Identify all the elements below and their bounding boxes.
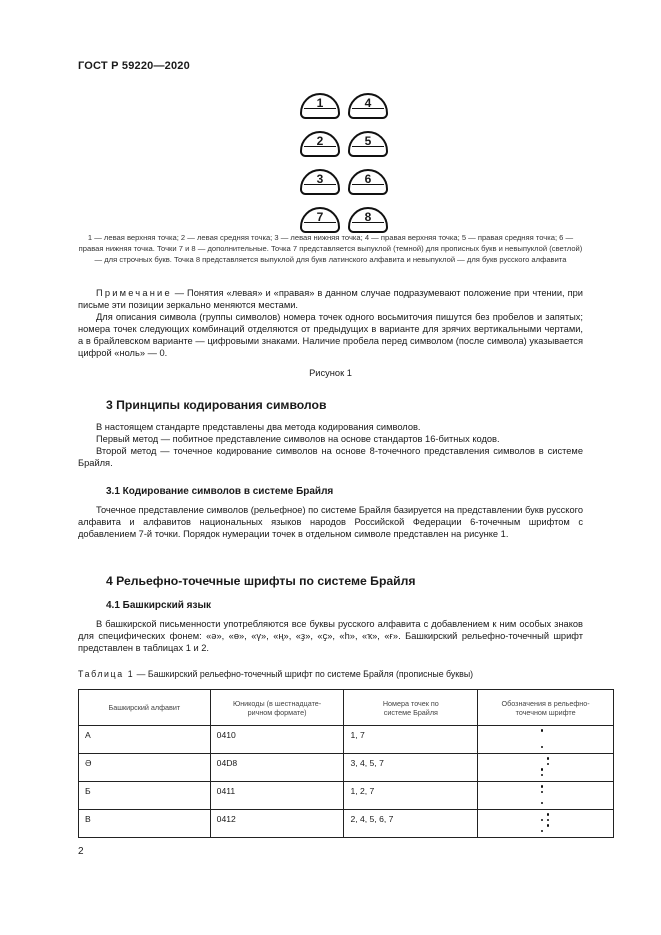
braille-dot (547, 824, 550, 827)
dot-numbers-cell: 1, 7 (344, 726, 478, 754)
braille-dot-right (348, 207, 388, 233)
braille-symbol (540, 729, 552, 751)
braille-symbol-cell (478, 782, 614, 810)
section-3-1-paragraph: Точечное представление символов (рельефное) по системе Брайля базируется на представлении букв русского алфавита и алфавитов национальных языков народов Российской Федерации 6-точечным шрифтом с добавлением 7-й точки. Порядок нумерации точек в отдельном символе представлен на рисунке 1. (78, 505, 583, 539)
table-1-caption (78, 668, 618, 680)
header-braille-symbol: Обозначения в рельефно-точечном шрифте (478, 690, 614, 726)
figure-caption: Рисунок 1 (309, 368, 352, 378)
braille-dot (547, 757, 550, 760)
braille-dot (541, 729, 544, 732)
figure-legend: 1 — левая верхняя точка; 2 — левая средняя точка; 3 — левая нижняя точка; 4 — правая верхняя точка; 5 — правая средняя точка; 6 — правая нижняя точка. Точки 7 и 8 — дополнительные. Точка 7 представляется выпуклой (темной) для прописных букв и невыпуклой (светлой) — для строчных букв. Точка 8 представляется выпуклой для букв латинского алфавита и невыпуклой — для букв русского алфавита (78, 233, 583, 264)
note-paragraph (78, 287, 583, 311)
section-3-paragraph-2: Первый метод — побитное представление символов на основе стандартов 16-битных кодов. (96, 434, 500, 444)
braille-dot-left (300, 131, 340, 157)
letter-cell: Ә (79, 754, 211, 782)
braille-symbol (540, 813, 552, 835)
note-label: Примечание (96, 288, 172, 298)
braille-dot (541, 830, 544, 833)
dot-numbers-cell: 2, 4, 5, 6, 7 (344, 810, 478, 838)
dome-divider (304, 108, 336, 109)
braille-dot-right (348, 131, 388, 157)
braille-dot (541, 768, 544, 771)
note-block (78, 287, 583, 359)
table-row (79, 782, 614, 810)
dot-number-label: 8 (364, 210, 372, 224)
braille-dot-left (300, 207, 340, 233)
braille-symbol-cell (478, 754, 614, 782)
page-number: 2 (78, 846, 84, 857)
dome-divider (352, 184, 384, 185)
braille-dot (541, 791, 544, 794)
dome-divider (304, 222, 336, 223)
dot-numbers-cell: 1, 2, 7 (344, 782, 478, 810)
table-row (79, 810, 614, 838)
braille-symbol (540, 785, 552, 807)
dot-number-label: 6 (364, 172, 372, 186)
table-header-row (79, 690, 614, 726)
braille-dot-right (348, 93, 388, 119)
braille-symbol (540, 757, 552, 779)
table-row (79, 726, 614, 754)
braille-dot (541, 802, 544, 805)
braille-dot (547, 813, 550, 816)
dot-numbers-cell: 3, 4, 5, 7 (344, 754, 478, 782)
dot-number-label: 5 (364, 134, 372, 148)
braille-dot-right (348, 169, 388, 195)
braille-symbol-cell (478, 810, 614, 838)
braille-dot (541, 774, 544, 777)
dot-number-label: 3 (316, 172, 324, 186)
dome-divider (352, 108, 384, 109)
table-row (79, 754, 614, 782)
braille-dot-row (290, 131, 400, 163)
braille-dot-row (290, 169, 400, 201)
table-1-caption-text: — Башкирский рельефно-точечный шрифт по системе Брайля (прописные буквы) (134, 669, 474, 679)
letter-cell: А (79, 726, 211, 754)
braille-dot-figure (290, 86, 400, 231)
section-4-1-paragraph: В башкирской письменности употребляются все буквы русского алфавита с добавлением к ним особых знаков для специфических фонем: «ә», «ө», «ү», «ң», «ҙ», «ҫ», «һ», «ҡ», «ғ». Башкирский рельефно-точечный шрифт представлен в таблицах 1 и 2. (78, 619, 583, 653)
header-unicode: Юникоды (в шестнадцате-ричном формате) (210, 690, 344, 726)
braille-dot-left (300, 169, 340, 195)
document-header: ГОСТ Р 59220—2020 (78, 60, 190, 72)
note-text: — Понятия «левая» и «правая» в данном случае подразумевают положение при чтении, при письме эти позиции зеркально меняются местами. (78, 288, 583, 310)
dot-number-label: 7 (316, 210, 324, 224)
section-4-1-title: 4.1 Башкирский язык (106, 600, 212, 611)
note-paragraph-2: Для описания символа (группы символов) номера точек одного восьмиточия пишутся без пробелов и запятых; номера точек следующих комбинаций отделяются от предыдущих в варианте для зрячих вертикальными чертами, а в брайлевском варианте — цифровыми знаками. Наличие пробела перед символом (после символа) указывается цифрой «ноль» — 0. (78, 312, 583, 358)
braille-symbol-cell (478, 726, 614, 754)
dome-divider (304, 184, 336, 185)
header-alphabet: Башкирский алфавит (79, 690, 211, 726)
dome-divider (352, 146, 384, 147)
section-4-title: 4 Рельефно-точечные шрифты по системе Брайля (106, 574, 416, 588)
braille-dot (541, 785, 544, 788)
braille-dot (547, 763, 550, 766)
section-3-title: 3 Принципы кодирования символов (106, 398, 327, 412)
dome-divider (304, 146, 336, 147)
section-3-paragraph-1: В настоящем стандарте представлены два метода кодирования символов. (96, 422, 421, 432)
unicode-cell: 0411 (210, 782, 344, 810)
braille-dot-left (300, 93, 340, 119)
dot-number-label: 4 (364, 96, 372, 110)
braille-dot (541, 819, 544, 822)
header-dot-numbers: Номера точек по системе Брайля (344, 690, 478, 726)
unicode-cell: 0412 (210, 810, 344, 838)
braille-dot (547, 819, 550, 822)
section-3-body (78, 421, 583, 469)
letter-cell: Б (79, 782, 211, 810)
table-1 (78, 689, 614, 838)
dome-divider (352, 222, 384, 223)
section-3-1-title: 3.1 Кодирование символов в системе Брайля (106, 486, 334, 497)
unicode-cell: 0410 (210, 726, 344, 754)
braille-dot-row (290, 93, 400, 125)
braille-dot (541, 746, 544, 749)
unicode-cell: 04D8 (210, 754, 344, 782)
table-1-caption-label: Таблица 1 (78, 669, 135, 679)
section-3-paragraph-3: Второй метод — точечное кодирование символов на основе 8-точечного представления символов в системе Брайля. (78, 446, 583, 468)
letter-cell: В (79, 810, 211, 838)
dot-number-label: 2 (316, 134, 324, 148)
dot-number-label: 1 (316, 96, 324, 110)
